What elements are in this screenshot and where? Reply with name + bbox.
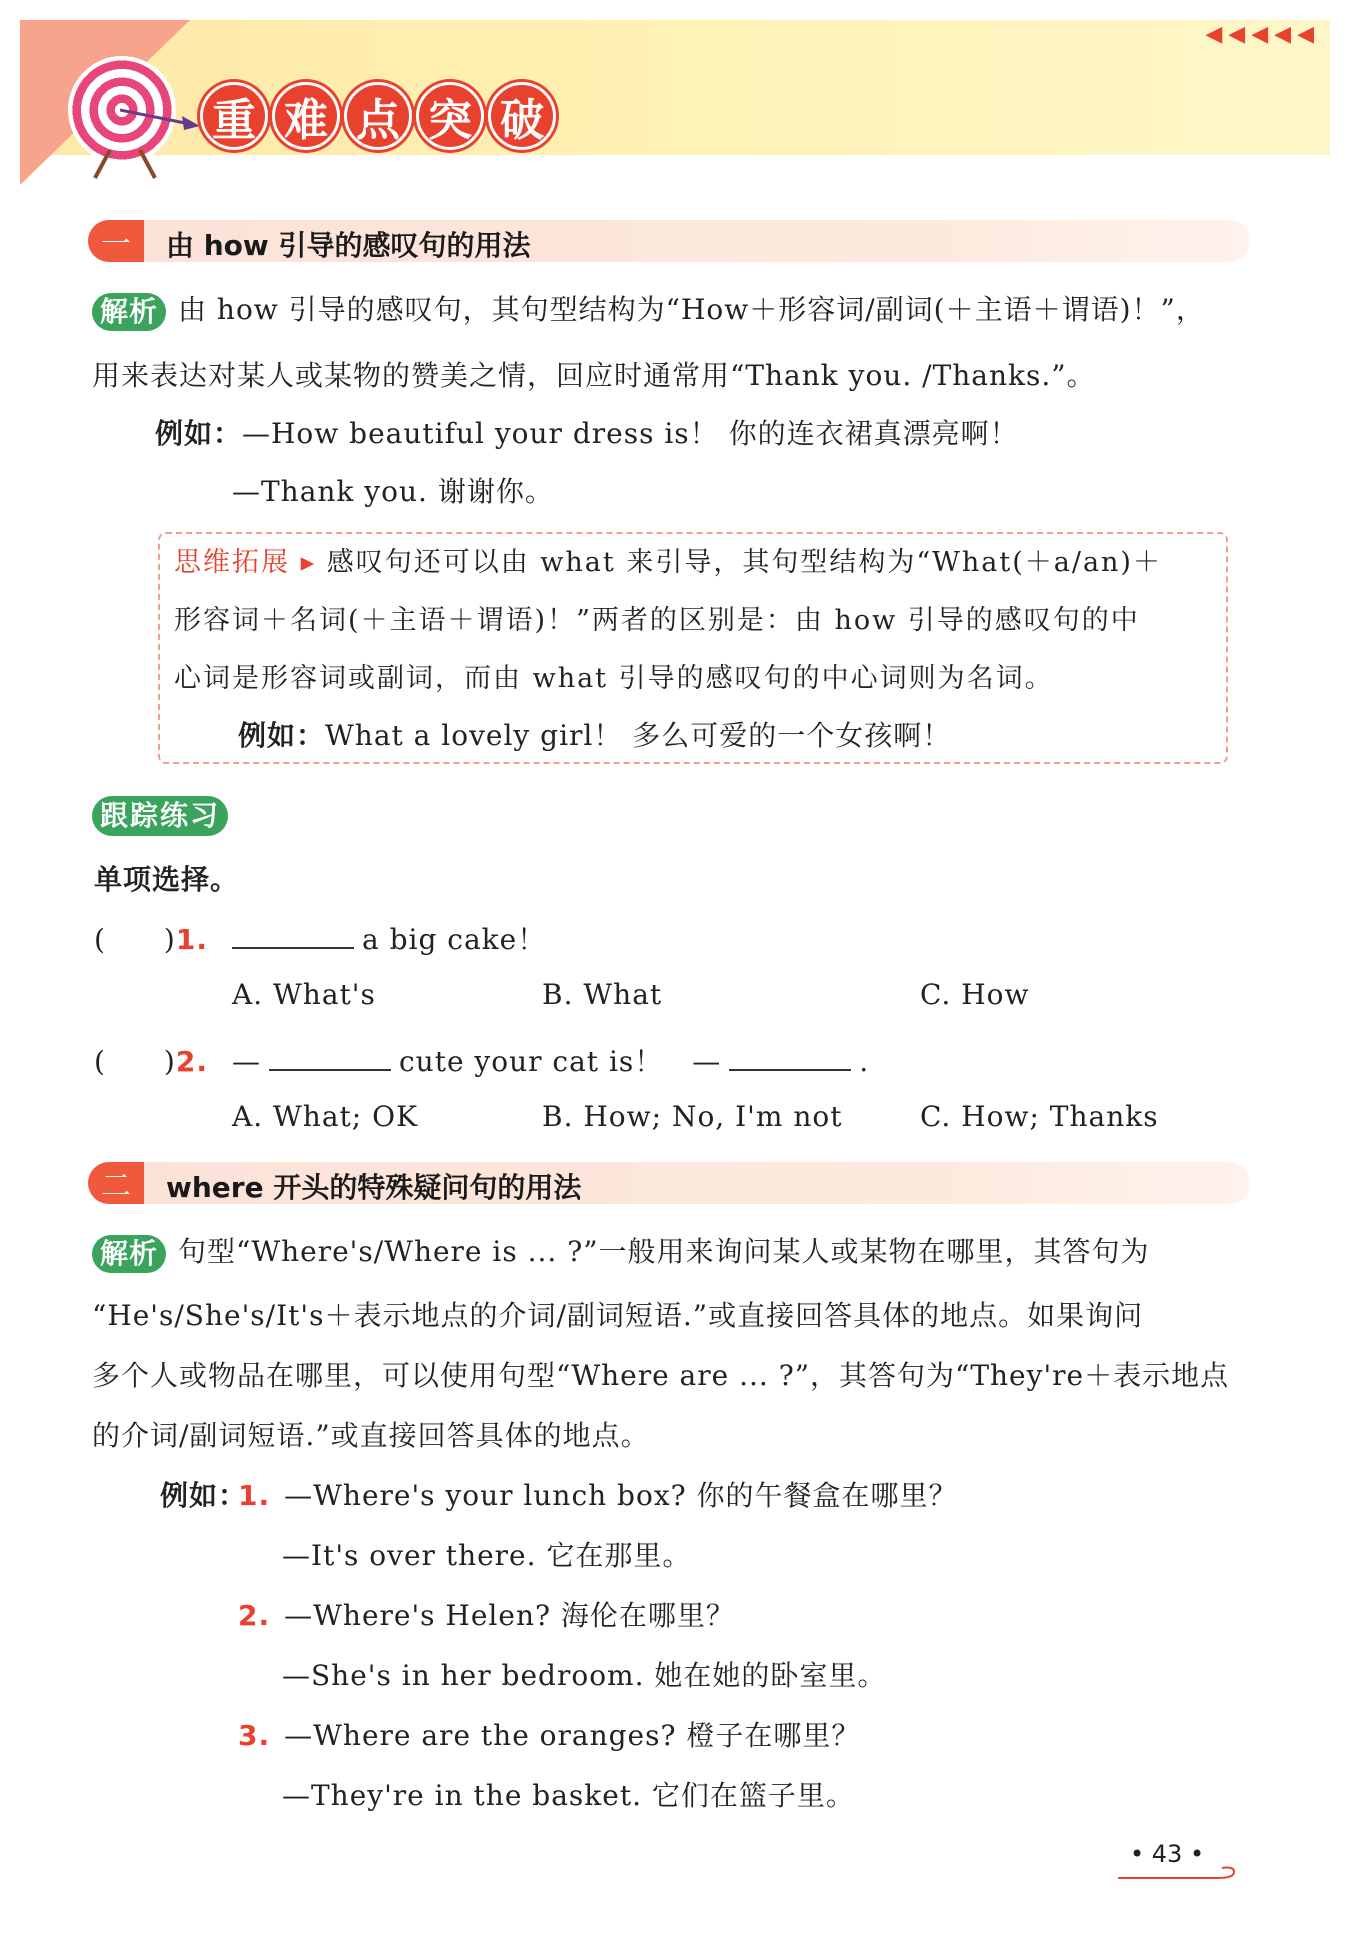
example-item — [238, 1594, 735, 1634]
answer-paren[interactable]: ( ) — [94, 923, 176, 956]
option: C. How — [920, 978, 1030, 1011]
answer-blank[interactable] — [729, 1045, 851, 1071]
example-number: 3. — [238, 1719, 271, 1752]
option: B. What — [542, 978, 663, 1011]
section-number: 一 — [88, 220, 144, 262]
example-question: —Where are the oranges? 橙子在哪里？ — [284, 1719, 861, 1752]
title-char: 破 — [488, 82, 556, 150]
footer-swoosh-icon — [1118, 1866, 1238, 1882]
example-line: —Thank you. 谢谢你。 — [232, 475, 554, 508]
example-line — [155, 412, 1019, 452]
tip-line — [174, 540, 1162, 579]
analysis-badge: 解析 — [92, 1235, 166, 1273]
arrow-icon — [120, 104, 200, 134]
title-char: 重 — [200, 82, 268, 150]
analysis-line — [92, 288, 1205, 331]
answer-paren[interactable]: ( ) — [94, 1045, 176, 1078]
practice-badge: 跟踪练习 — [92, 796, 228, 836]
question-text: . — [859, 1045, 870, 1078]
analysis-line — [92, 1230, 1150, 1273]
option: B. How; No, I'm not — [542, 1100, 843, 1133]
example-question: —Where's your lunch box? 你的午餐盒在哪里？ — [284, 1479, 958, 1512]
question-text: — — [231, 1045, 261, 1078]
section-number: 二 — [88, 1162, 144, 1204]
analysis-line: “He's/She's/It's＋表示地点的介词/副词短语.”或直接回答具体的地点。如果询问 — [92, 1299, 1144, 1332]
section-title: where 开头的特殊疑问句的用法 — [166, 1171, 582, 1204]
section-title: 由 how 引导的感叹句的用法 — [166, 229, 531, 262]
question-text: cute your cat is！ — — [398, 1045, 722, 1078]
example-answer: —They're in the basket. 它们在篮子里。 — [282, 1779, 855, 1812]
example-number: 1. — [238, 1479, 271, 1512]
tip-example — [238, 714, 951, 754]
tip-line: 形容词＋名词(＋主语＋谓语)！”两者的区别是：由 how 引导的感叹句的中 — [174, 605, 1140, 636]
answer-blank[interactable] — [269, 1045, 391, 1071]
example-text: What a lovely girl！ 多么可爱的一个女孩啊！ — [325, 719, 952, 752]
example-answer: —It's over there. 它在那里。 — [282, 1539, 692, 1572]
title-char: 难 — [272, 82, 340, 150]
analysis-line: 的介词/副词短语.”或直接回答具体的地点。 — [92, 1419, 650, 1452]
question-text: a big cake！ — [361, 923, 547, 956]
instruction: 单项选择。 — [94, 863, 240, 896]
answer-blank[interactable] — [232, 923, 354, 949]
page-number: • 43 • — [1130, 1840, 1205, 1868]
page-title — [200, 82, 556, 162]
title-char: 点 — [344, 82, 412, 150]
chevron-left-icon: ◀◀◀◀◀ — [1205, 22, 1320, 47]
example-answer: —She's in her bedroom. 她在她的卧室里。 — [282, 1659, 887, 1692]
section-header-1 — [88, 220, 1250, 262]
analysis-line: 多个人或物品在哪里，可以使用句型“Where are ... ?”，其答句为“They're＋表示地点 — [92, 1359, 1230, 1392]
example-item — [238, 1474, 958, 1514]
triangle-right-icon: ▸ — [290, 547, 327, 578]
example-number: 2. — [238, 1599, 271, 1632]
question-number: 2. — [175, 1045, 208, 1078]
option: A. What; OK — [232, 1100, 418, 1133]
example-item — [238, 1714, 860, 1754]
tip-line: 心词是形容词或副词，而由 what 引导的感叹句的中心词则为名词。 — [174, 663, 1054, 694]
tip-text: 感叹句还可以由 what 来引导，其句型结构为“What(＋a/an)＋ — [326, 547, 1162, 578]
analysis-badge: 解析 — [92, 293, 166, 331]
title-char: 突 — [416, 82, 484, 150]
example-question: —Where's Helen? 海伦在哪里？ — [284, 1599, 735, 1632]
question-number: 1. — [175, 923, 208, 956]
example-text: —How beautiful your dress is！ 你的连衣裙真漂亮啊！ — [242, 417, 1019, 450]
option: A. What's — [232, 978, 376, 1011]
example-label: 例如： — [160, 1479, 248, 1512]
analysis-line: 用来表达对某人或某物的赞美之情，回应时通常用“Thank you. /Thanks.”。 — [92, 359, 1096, 392]
section-header-2 — [88, 1162, 1250, 1204]
tip-label: 思维拓展 — [174, 547, 290, 578]
example-label: 例如： — [155, 417, 243, 450]
target-stand-icon — [90, 150, 160, 180]
question-2 — [94, 1040, 869, 1080]
option: C. How; Thanks — [920, 1100, 1159, 1133]
analysis-text: 由 how 引导的感叹句，其句型结构为“How＋形容词/副词(＋主语＋谓语)！”， — [178, 293, 1205, 326]
example-label: 例如： — [238, 719, 326, 752]
analysis-text: 句型“Where's/Where is ... ?”一般用来询问某人或某物在哪里，其答句为 — [178, 1235, 1150, 1268]
question-1 — [94, 918, 546, 958]
